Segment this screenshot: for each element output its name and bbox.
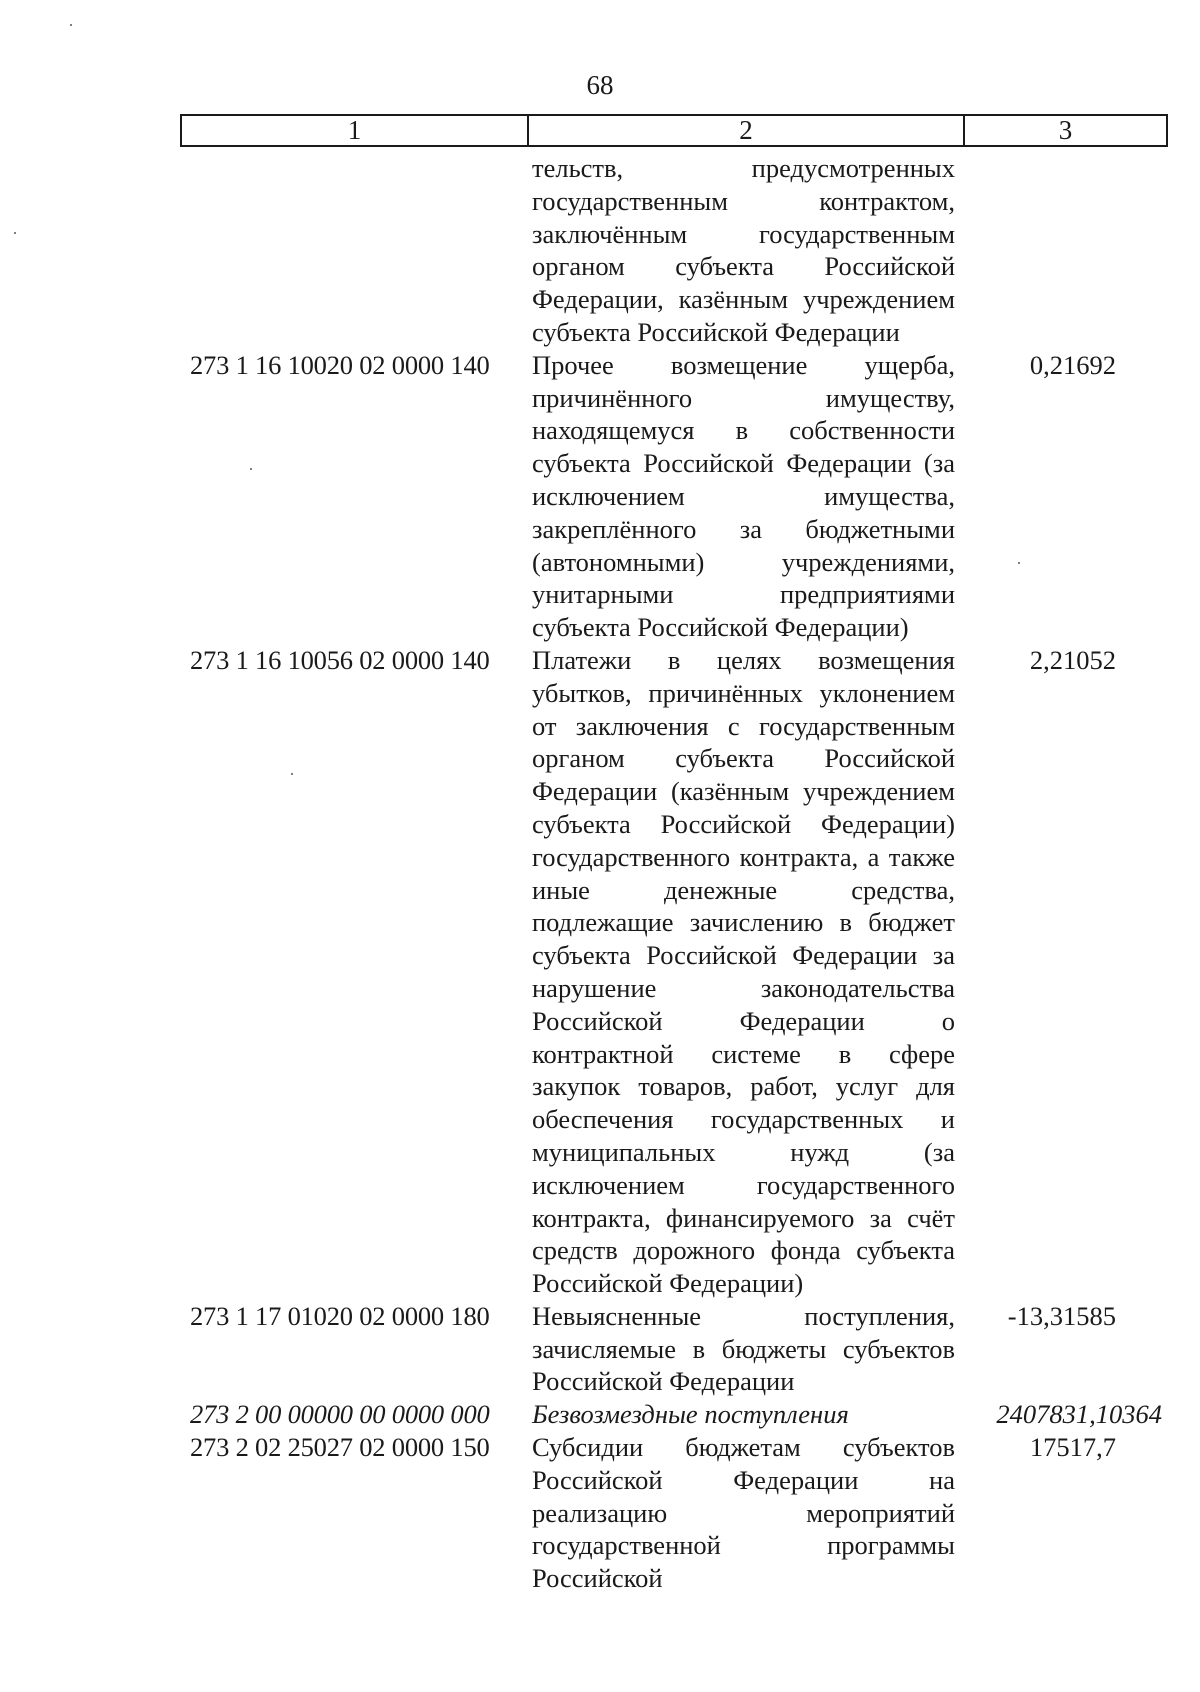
budget-code: 273 2 02 25027 02 0000 150 <box>190 1432 490 1463</box>
budget-code: 273 1 17 01020 02 0000 180 <box>190 1300 490 1331</box>
revenue-description: Субсидии бюджетам субъектов Российской Федерации на реализацию мероприятий государственной программы Российской <box>532 1432 955 1594</box>
scan-speck <box>250 468 252 470</box>
table-row <box>180 349 1168 644</box>
revenue-description: тельств, предусмотренных государственным контрактом, заключённым государственным органом субъекта Российской Федерации, казённым учреждением субъекта Российской Федерации <box>532 153 955 347</box>
header-col-1: 1 <box>182 116 529 145</box>
table-row <box>180 1300 1168 1398</box>
page-number: 68 <box>586 70 614 100</box>
amount: 17517,7 <box>1029 1432 1116 1463</box>
amount: 2,21052 <box>1029 644 1116 675</box>
revenue-description: Безвозмездные поступления <box>532 1399 849 1430</box>
table-body <box>180 152 1168 1595</box>
budget-code: 273 2 00 00000 00 0000 000 <box>190 1399 490 1430</box>
budget-code: 273 1 16 10056 02 0000 140 <box>190 644 490 675</box>
amount: -13,31585 <box>1007 1300 1116 1331</box>
amount: 0,21692 <box>1029 349 1116 380</box>
scan-speck <box>291 773 293 775</box>
table-header <box>180 114 1168 147</box>
amount <box>955 152 1168 349</box>
budget-code <box>180 152 532 349</box>
scan-speck <box>1018 562 1020 564</box>
revenue-description: Невыясненные поступления, зачисляемые в бюджеты субъектов Российской Федерации <box>532 1300 955 1397</box>
revenue-description: Прочее возмещение ущерба, причинённого имуществу, находящемуся в собственности субъекта Российской Федерации (за исключением имущества, закреплённого за бюджетными (автономными) учреждениями, унитарными предприятиями субъекта Российской Федерации) <box>532 349 955 643</box>
table-row-section-total <box>180 1398 1168 1431</box>
scan-speck <box>70 24 72 26</box>
scan-speck <box>14 232 16 234</box>
header-col-2: 2 <box>529 116 965 145</box>
budget-code: 273 1 16 10020 02 0000 140 <box>190 349 490 380</box>
amount: 2407831,10364 <box>996 1399 1162 1430</box>
table-row <box>180 1431 1168 1595</box>
table-row <box>180 644 1168 1300</box>
table-row <box>180 152 1168 349</box>
header-col-3: 3 <box>1058 115 1073 145</box>
revenue-description: Платежи в целях возмещения убытков, причинённых уклонением от заключения с государственным органом субъекта Российской Федерации (казённым учреждением субъекта Российской Федерации) государственного контракта, а также иные денежные средства, подлежащие зачислению в бюджет субъекта Российской Федерации за нарушение законодательства Российской Федерации о контрактной системе в сфере закупок товаров, работ, услуг для обеспечения государственных и муниципальных нужд (за исключением государственного контракта, финансируемого за счёт средств дорожного фонда субъекта Российской Федерации) <box>532 644 955 1299</box>
